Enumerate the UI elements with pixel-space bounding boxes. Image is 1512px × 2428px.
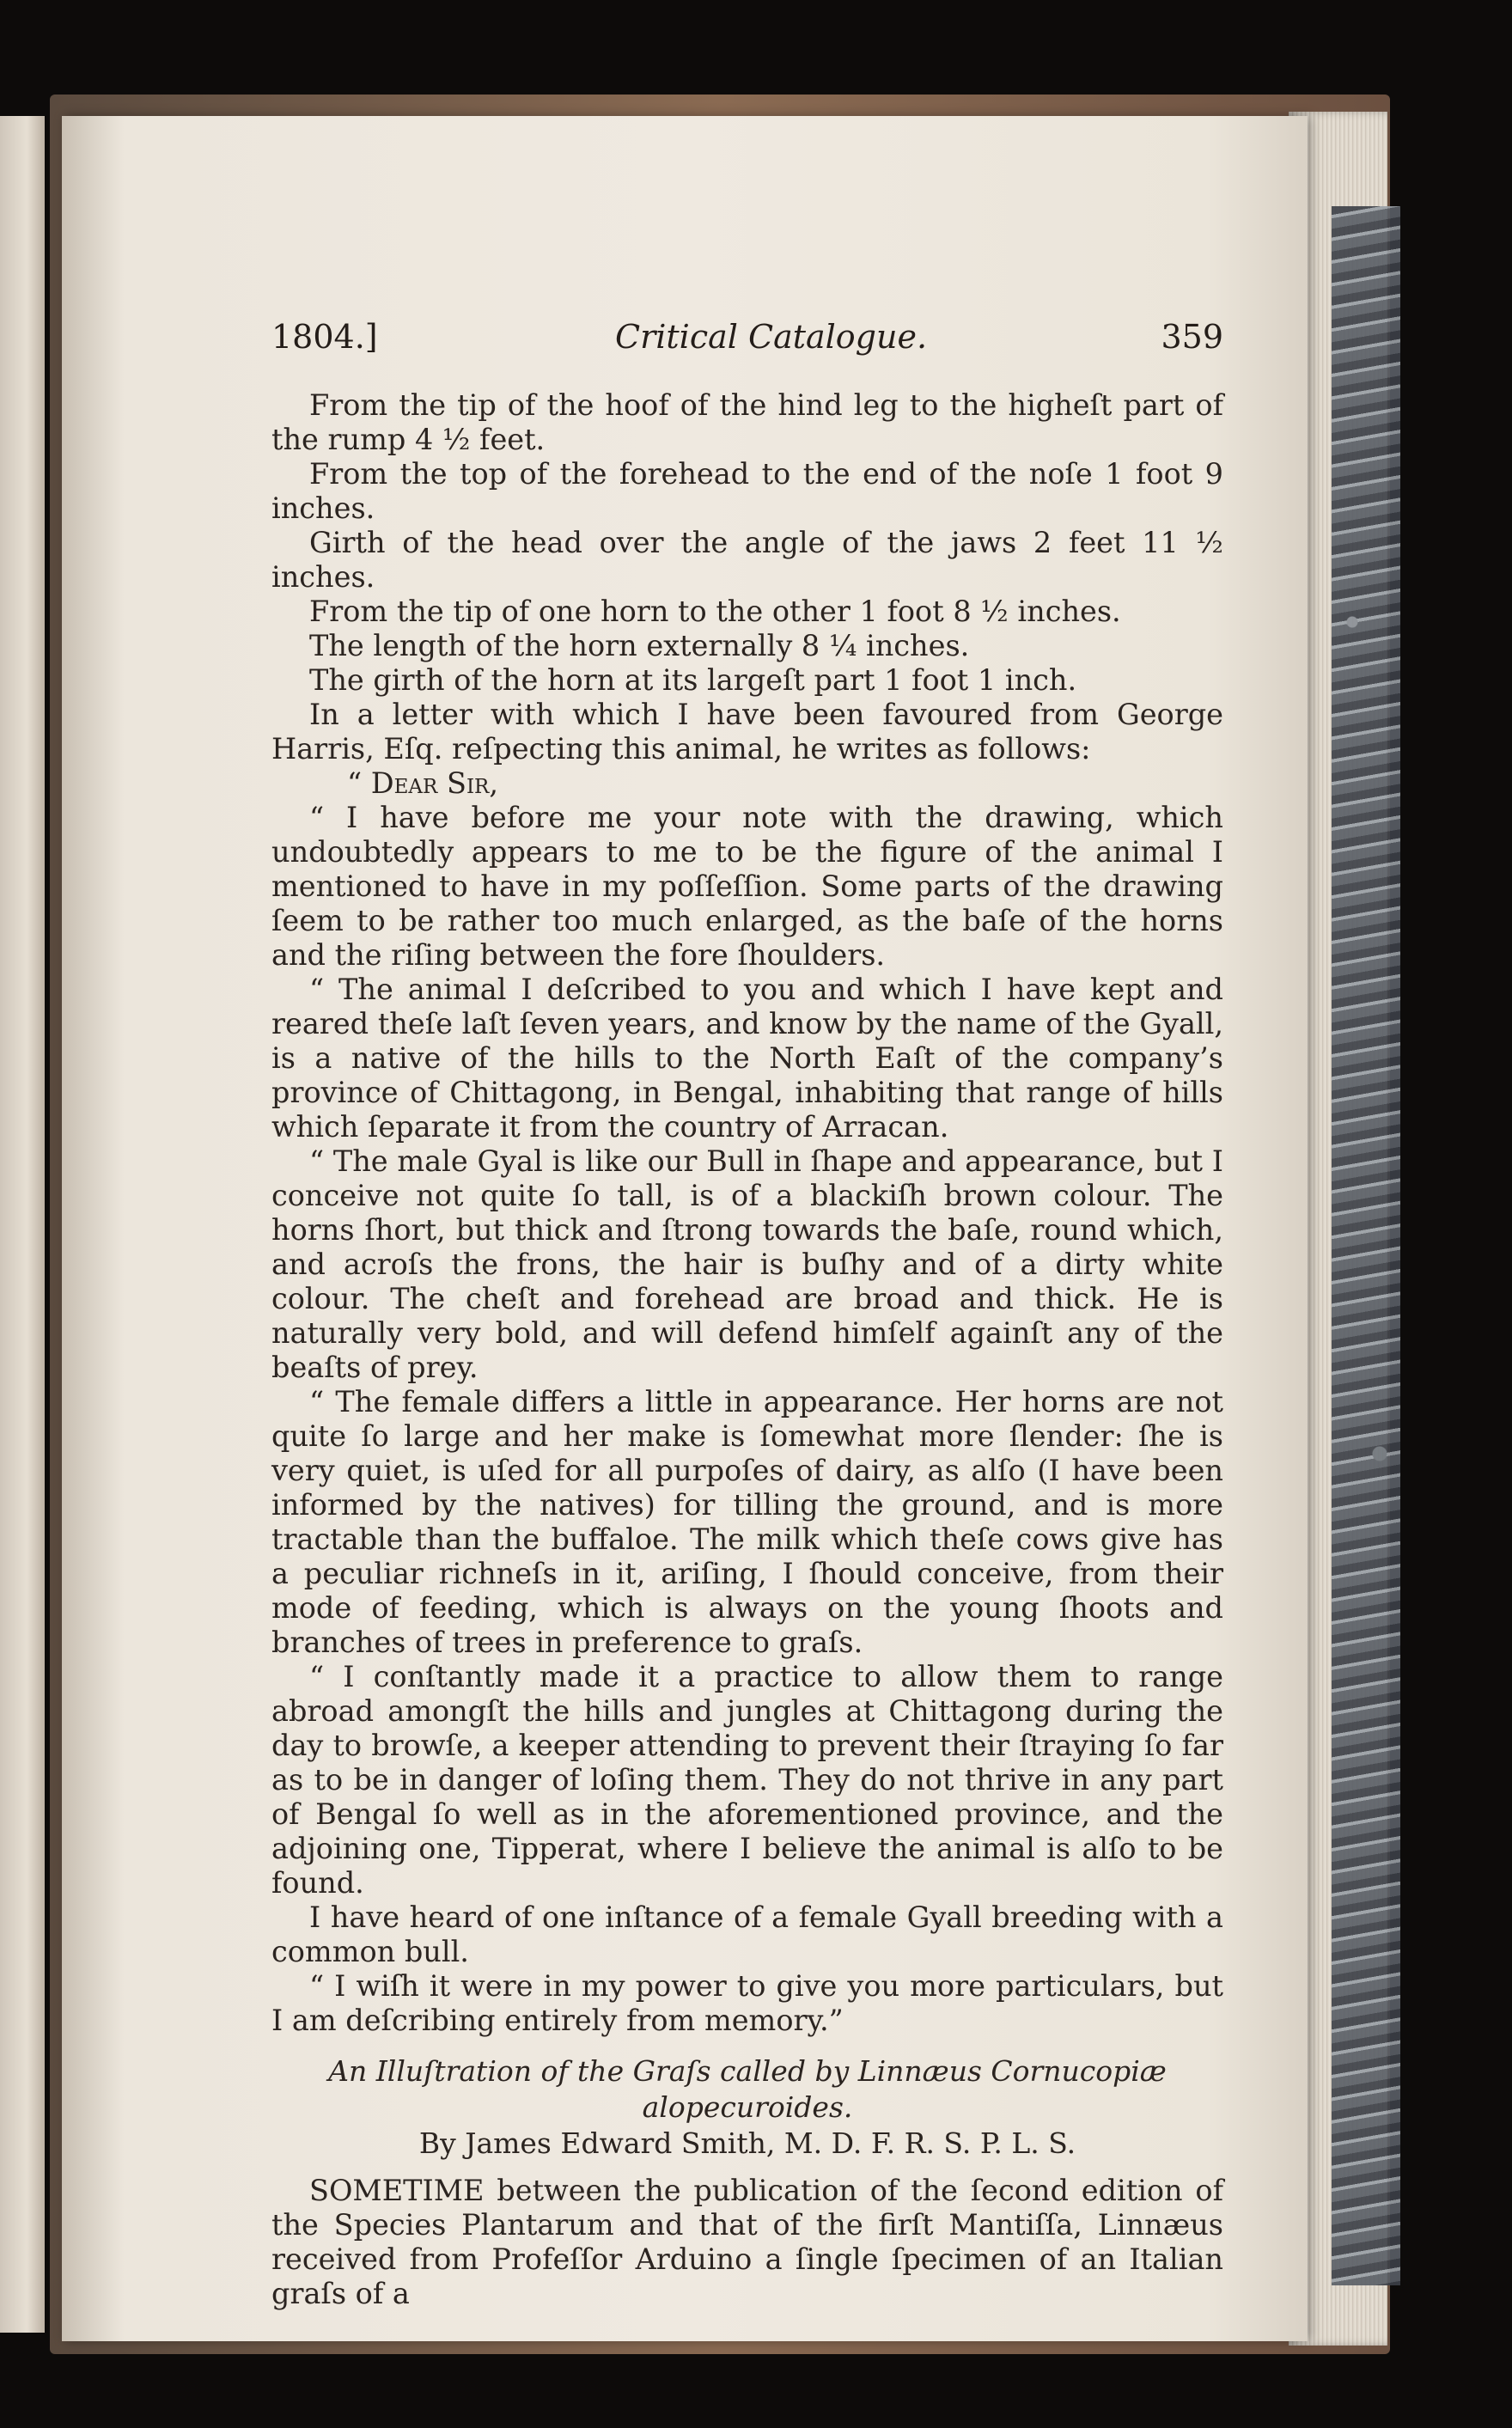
page-body xyxy=(271,388,1223,2311)
header-date: 1804.] xyxy=(271,318,378,356)
paragraph: Girth of the head over the angle of the jaws 2 feet 11 ½ inches. xyxy=(271,526,1223,594)
left-page-edge xyxy=(0,116,45,2333)
marbled-endpaper xyxy=(1332,206,1400,2285)
paragraph: The length of the horn externally 8 ¼ inches. xyxy=(309,629,970,662)
letter-paragraph: “ The male Gyal is like our Bull in ſhape and appearance, but I conceive not quite ſo tall, is of a blackiſh brown colour. The horns ſhort, but thick and ſtrong towards the baſe, round which, and acroſs the frons, the hair is buſhy and of a dirty white colour. The cheſt and forehead are broad and thick. He is naturally very bold, and will defend himſelf againſt any of the beaſts of prey. xyxy=(271,1144,1223,1384)
page-number: 359 xyxy=(1161,318,1223,356)
section-byline: By James Edward Smith, M. D. F. R. S. P. L. S. xyxy=(418,2126,1076,2160)
header-title: Critical Catalogue. xyxy=(615,318,928,356)
paragraph: I have heard of one inſtance of a female Gyall breeding with a common bull. xyxy=(271,1900,1223,1968)
paragraph: From the tip of the hoof of the hind leg to the higheſt part of the rump 4 ½ feet. xyxy=(271,388,1223,456)
running-header xyxy=(271,318,1223,361)
letter-paragraph: “ I have before me your note with the drawing, which undoubtedly appears to me to be the figure of the animal I mentioned to have in my poſſeſſion. Some parts of the drawing ſeem to be rather too much enlarged, as the baſe of the horns and the riſing between the fore ſhoulders. xyxy=(271,801,1223,972)
paragraph: From the tip of one horn to the other 1 foot 8 ½ inches. xyxy=(309,595,1121,628)
paragraph: The girth of the horn at its largeſt part 1 foot 1 inch. xyxy=(309,663,1077,697)
paragraph: From the top of the forehead to the end of the noſe 1 foot 9 inches. xyxy=(271,457,1223,525)
section-title: An Illuſtration of the Graſs called by Linnæus Cornucopiæ alopecuroides. xyxy=(328,2054,1167,2124)
letter-salutation: “ Dear Sir, xyxy=(347,766,499,800)
paragraph: SOMETIME between the publication of the ſecond edition of the Species Plantarum and that of the firſt Mantiſſa, Linnæus received from Profeſſor Arduino a ſingle ſpecimen of an Italian graſs of a xyxy=(271,2174,1223,2310)
letter-paragraph: “ The animal I deſcribed to you and which I have kept and reared theſe laſt ſeven years, and know by the name of the Gyall, is a native of the hills to the North Eaſt of the company’s province of Chittagong, in Bengal, inhabiting that range of hills which ſeparate it from the country of Arracan. xyxy=(271,973,1223,1144)
letter-paragraph: “ I conſtantly made it a practice to allow them to range abroad amongſt the hills and jungles at Chittagong during the day to browſe, a keeper attending to prevent their ſtraying ſo far as to be in danger of loſing them. They do not thrive in any part of Bengal ſo well as in the aforementioned province, and the adjoining one, Tipperat, where I believe the animal is alſo to be found. xyxy=(271,1660,1223,1900)
paragraph: In a letter with which I have been favoured from George Harris, Eſq. reſpecting this animal, he writes as follows: xyxy=(271,698,1223,766)
letter-paragraph: “ The female differs a little in appearance. Her horns are not quite ſo large and her make is ſomewhat more ſlender: ſhe is very quiet, is uſed for all purpoſes of dairy, as alſo (I have been informed by the natives) for tilling the ground, and is more tractable than the buffaloe. The milk which theſe cows give has a peculiar richneſs in it, ariſing, I ſhould conceive, from their mode of feeding, which is always on the young ſhoots and branches of trees in preference to graſs. xyxy=(271,1385,1223,1659)
letter-paragraph: “ I wiſh it were in my power to give you more particulars, but I am deſcribing entirely from memory.” xyxy=(271,1969,1223,2037)
